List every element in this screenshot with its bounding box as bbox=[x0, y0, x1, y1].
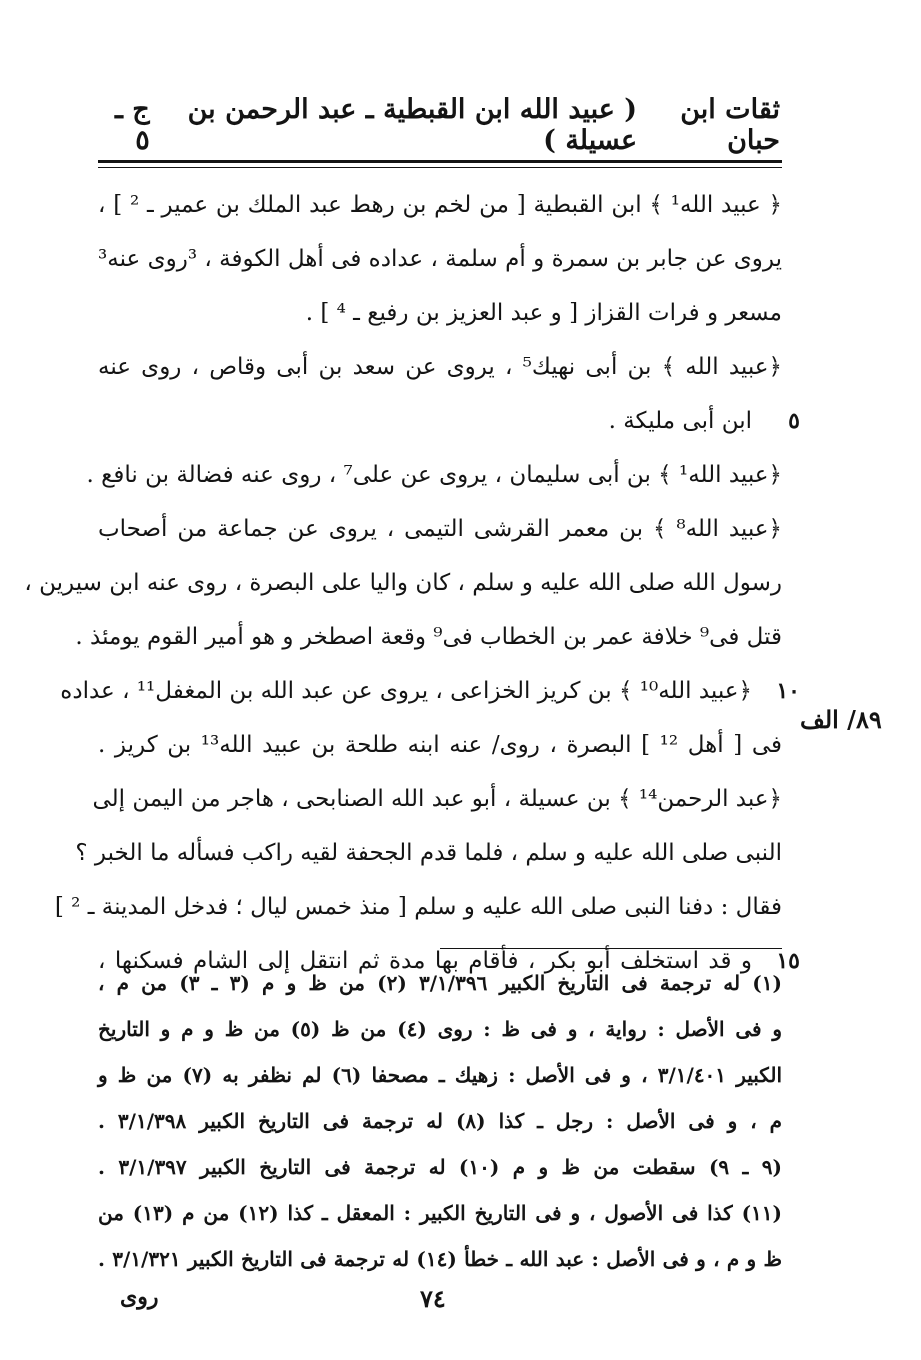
line-text: ﴿عبد الرحمن¹⁴ ﴾ بن عسيلة ، أبو عبد الله الصنابحى ، هاجر من اليمن إلى bbox=[92, 786, 782, 812]
text-line-13 bbox=[75, 826, 782, 880]
text-line-4 bbox=[98, 340, 782, 394]
page-number: ٧٤ bbox=[420, 1284, 446, 1313]
footnotes bbox=[98, 960, 782, 1282]
header-section-title: ( عبيد الله ابن القبطية ـ عبد الرحمن بن عسيلة ) bbox=[187, 94, 638, 156]
line-text: مسعر و فرات القزاز [ و عبد العزيز بن رفيع ـ ⁴ ] . bbox=[305, 300, 782, 326]
header-volume: ج ـ ٥ bbox=[114, 94, 150, 156]
text-line-10 bbox=[60, 664, 800, 718]
main-text bbox=[24, 178, 800, 988]
line-number: ٥ bbox=[788, 408, 800, 434]
text-line-7 bbox=[98, 502, 782, 556]
text-line-6 bbox=[86, 448, 782, 502]
line-text: ﴿عبيد الله ﴾ بن أبى نهيك⁵ ، يروى عن سعد بن أبى وقاص ، روى عنه bbox=[98, 354, 782, 380]
line-text: و قد استخلف أبو بكر ، فأقام بها مدة ثم انتقل إلى الشام فسكنها ، bbox=[98, 948, 752, 974]
line-text: ﴿عبيد الله¹⁰ ﴾ بن كريز الخزاعى ، يروى عن عبد الله بن المغفل¹¹ ، عداده bbox=[60, 678, 752, 704]
footnote-line: م ، و فى الأصل : رجل ـ كذا (٨) له ترجمة فى التاريخ الكبير ٣/١/٣٩٨ . bbox=[98, 1109, 782, 1133]
folio-margin-note: ٨٩/ الف bbox=[800, 705, 882, 734]
header-book-title: ثقات ابن حبان bbox=[680, 94, 780, 156]
page-footer bbox=[0, 1284, 921, 1324]
line-number: ١٠ bbox=[776, 678, 800, 704]
header-rule-thick bbox=[98, 160, 782, 163]
line-text: رسول الله صلى الله عليه و سلم ، كان واليا على البصرة ، روى عنه ابن سيرين ، bbox=[24, 570, 782, 596]
text-line-5 bbox=[98, 394, 800, 448]
footnote-rule bbox=[440, 948, 782, 949]
text-line-11 bbox=[98, 718, 782, 772]
text-line-2 bbox=[98, 232, 782, 286]
catchword: روى bbox=[120, 1284, 159, 1310]
line-text: ﴿عبيد الله¹ ﴾ بن أبى سليمان ، يروى عن على⁷ ، روى عنه فضالة بن نافع . bbox=[86, 462, 782, 488]
text-line-3 bbox=[98, 286, 782, 340]
footnote-line: الكبير ٣/١/٤٠١ ، و فى الأصل : زهيك ـ مصحفا (٦) لم نظفر به (٧) من ظ و bbox=[98, 1063, 783, 1087]
line-text: ﴿عبيد الله⁸ ﴾ بن معمر القرشى التيمى ، يروى عن جماعة من أصحاب bbox=[98, 516, 782, 542]
text-line-8 bbox=[24, 556, 782, 610]
line-text: يروى عن جابر بن سمرة و أم سلمة ، عداده فى أهل الكوفة ، ³روى عنه³ bbox=[98, 246, 782, 272]
footnote-line: (٩ ـ ٩) سقطت من ظ و م (١٠) له ترجمة فى التاريخ الكبير ٣/١/٣٩٧ . bbox=[98, 1155, 782, 1179]
text-line-1 bbox=[98, 178, 782, 232]
line-text: فى [ أهل ¹² ] البصرة ، روى/ عنه ابنه طلحة بن عبيد الله¹³ بن كريز . bbox=[98, 732, 782, 758]
line-text: النبى صلى الله عليه و سلم ، فلما قدم الجحفة لقيه راكب فسأله ما الخبر ؟ bbox=[75, 840, 782, 866]
line-text: ابن أبى مليكة . bbox=[608, 408, 752, 434]
header-rule-thin bbox=[98, 167, 782, 168]
line-text: فقال : دفنا النبى صلى الله عليه و سلم [ منذ خمس ليال ؛ فدخل المدينة ـ ² ] bbox=[54, 894, 782, 920]
running-header bbox=[98, 94, 780, 156]
text-line-12 bbox=[92, 772, 782, 826]
text-line-9 bbox=[75, 610, 782, 664]
footnote-line: ظ و م ، و فى الأصل : عبد الله ـ خطأ (١٤) له ترجمة فى التاريخ الكبير ٣/١/٣٢١ . bbox=[98, 1247, 782, 1271]
line-number: ١٥ bbox=[776, 948, 800, 974]
footnote-line: (١١) كذا فى الأصول ، و فى التاريخ الكبير : المعقل ـ كذا (١٢) من م (١٣) من bbox=[98, 1201, 782, 1225]
line-text: قتل فى⁹ خلافة عمر بن الخطاب فى⁹ وقعة اصطخر و هو أمير القوم يومئذ . bbox=[75, 624, 782, 650]
text-line-14 bbox=[54, 880, 782, 934]
footnote-line: و فى الأصل : رواية ، و فى ظ : روى (٤) من ظ (٥) من ظ و م و التاريخ bbox=[98, 1017, 782, 1041]
line-text: ﴿ عبيد الله¹ ﴾ ابن القبطية [ من لخم بن رهط عبد الملك بن عمير ـ ² ] ، bbox=[98, 192, 782, 218]
footnote-line: (١) له ترجمة فى التاريخ الكبير ٣/١/٣٩٦ (٢) من ظ و م (٣ ـ ٣) من م ، bbox=[98, 971, 782, 995]
